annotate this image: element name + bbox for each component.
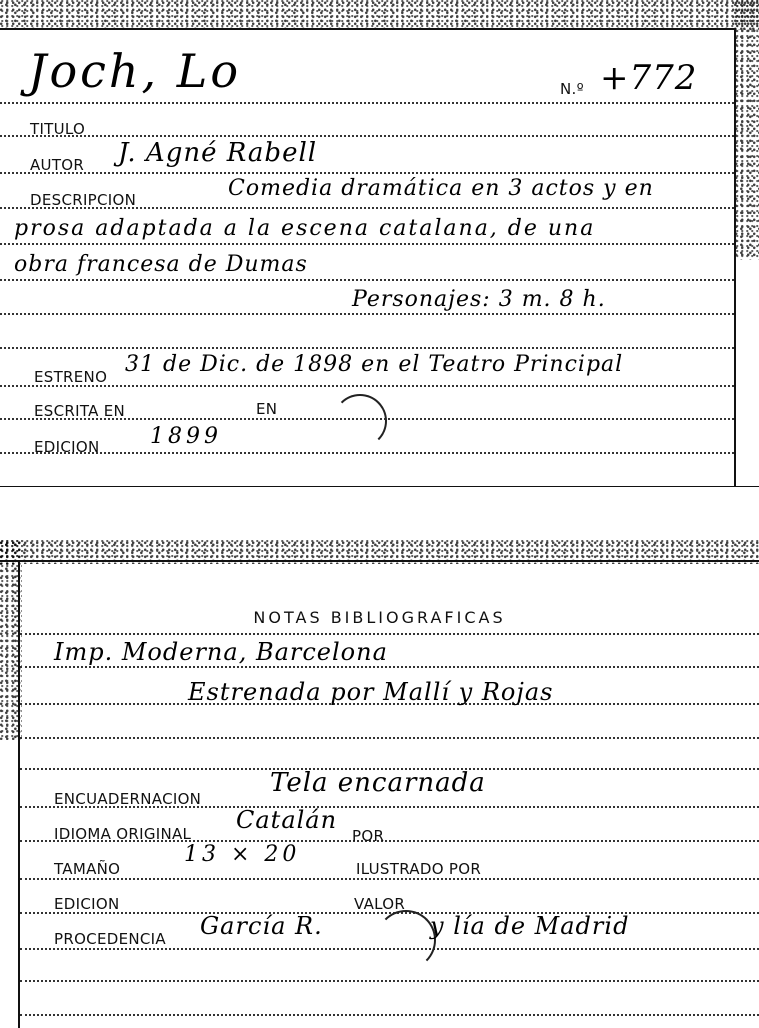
ilustrado-por-label: ILUSTRADO POR [356, 860, 482, 878]
number-label: N.º [560, 80, 584, 98]
descripcion-line-4: Personajes: 3 m. 8 h. [352, 287, 606, 312]
card-border-top [0, 28, 736, 30]
descripcion-line-1: Comedia dramática en 3 actos y en [228, 176, 654, 201]
scan-edge-right [735, 0, 759, 260]
autor-value: J. Agné Rabell [118, 138, 318, 168]
encuadernacion-value: Tela encarnada [270, 768, 486, 798]
en-label: EN [256, 400, 278, 418]
tamano-value: 13 × 20 [184, 842, 301, 867]
notes-line-2: Estrenada por Mallí y Rojas [188, 678, 554, 706]
descripcion-label: DESCRIPCION [30, 191, 137, 209]
notas-heading: NOTAS BIBLIOGRAFICAS [253, 608, 506, 627]
idioma-original-label: IDIOMA ORIGINAL [54, 825, 192, 843]
tamano-label: TAMAÑO [54, 860, 121, 878]
card-border-right [734, 28, 736, 486]
rule-line [20, 666, 759, 668]
procedencia-label: PROCEDENCIA [54, 930, 166, 948]
estreno-label: ESTRENO [34, 368, 108, 386]
rule-line [0, 313, 734, 315]
procedencia-value-2: y lía de Madrid [430, 912, 630, 940]
catalog-number: +772 [600, 58, 698, 98]
rule-line [0, 452, 734, 454]
idioma-por-label: POR [352, 827, 385, 845]
rule-line [0, 243, 734, 245]
card-header-name: Joch, Lo [28, 44, 242, 98]
rule-line [20, 737, 759, 739]
descripcion-line-2: prosa adaptada a la escena catalana, de una [14, 216, 596, 241]
rule-line [0, 102, 734, 104]
estreno-value: 31 de Dic. de 1898 en el Teatro Principal [125, 352, 624, 377]
catalog-card-back [0, 540, 759, 1028]
catalog-card-front [0, 0, 759, 495]
punch-hole-mark [376, 910, 436, 970]
autor-label: AUTOR [30, 156, 85, 174]
rule-line [20, 633, 759, 635]
card-border-bottom [0, 486, 759, 487]
rule-line [0, 135, 734, 137]
titulo-label: TITULO [30, 120, 86, 138]
rule-line [0, 172, 734, 174]
punch-hole-mark [333, 394, 387, 448]
card-border-top [0, 560, 759, 562]
encuadernacion-label: ENCUADERNACION [54, 790, 202, 808]
card-border-left [18, 560, 20, 1028]
valor-label: VALOR [354, 895, 406, 913]
edicion-label: EDICION [34, 438, 100, 456]
idioma-original-value: Catalán [236, 806, 338, 834]
escrita-en-label: ESCRITA EN [34, 402, 126, 420]
rule-line [20, 980, 759, 982]
edicion-value: 1899 [150, 424, 222, 449]
rule-line [20, 878, 759, 880]
descripcion-line-3: obra francesa de Dumas [14, 252, 308, 277]
scan-edge-top [0, 0, 759, 30]
rule-line [20, 1014, 759, 1016]
notes-line-1: Imp. Moderna, Barcelona [54, 638, 388, 666]
rule-line [0, 347, 734, 349]
rule-line [0, 385, 734, 387]
rule-line [0, 279, 734, 281]
edicion-label-back: EDICION [54, 895, 120, 913]
procedencia-value: García R. [200, 912, 323, 940]
